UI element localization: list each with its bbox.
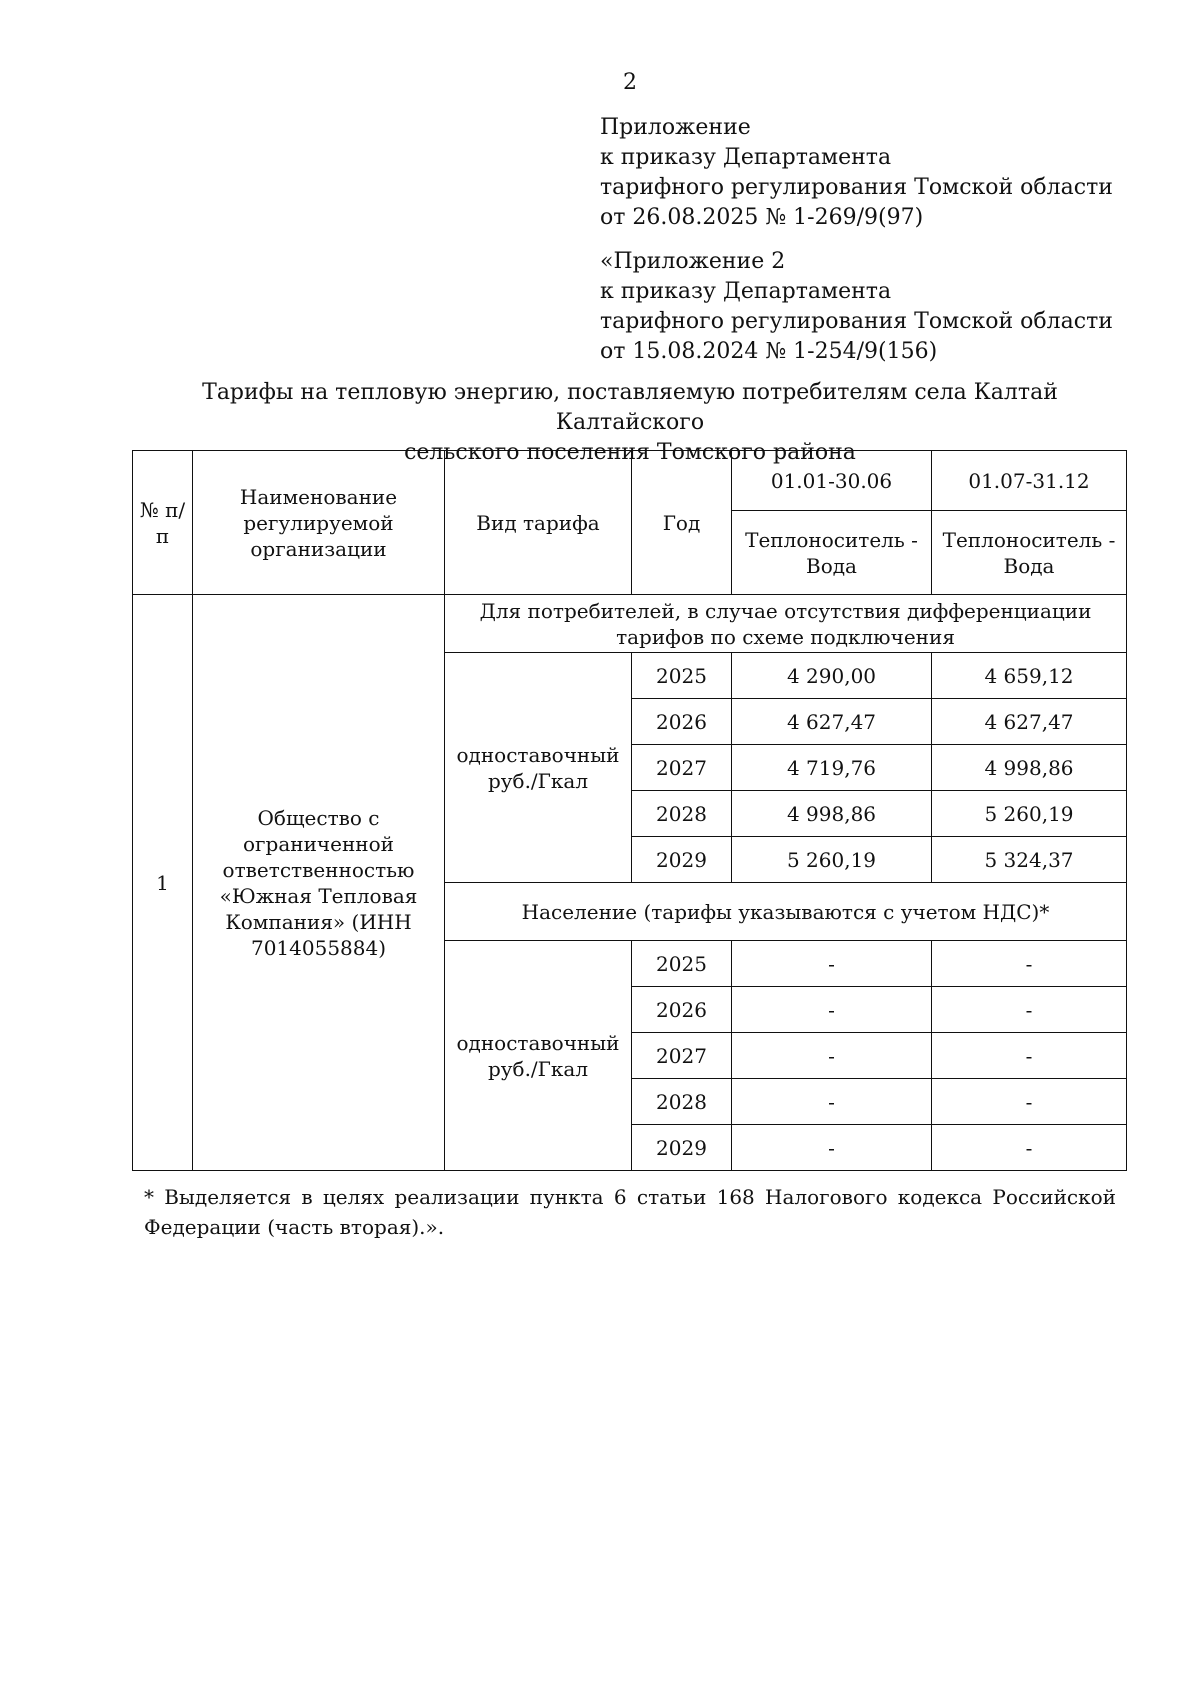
value-cell: - [732, 941, 932, 987]
year-cell: 2029 [632, 1125, 732, 1171]
year-cell: 2025 [632, 653, 732, 699]
header-year: Год [632, 451, 732, 595]
header-org: Наименование регулируемой организации [193, 451, 445, 595]
year-cell: 2027 [632, 1033, 732, 1079]
value-cell: - [932, 941, 1127, 987]
year-cell: 2027 [632, 745, 732, 791]
appendix-line: тарифного регулирования Томской области [600, 309, 1113, 334]
header-row [133, 451, 1127, 511]
value-cell: - [732, 1079, 932, 1125]
appendix-original-header [600, 247, 1113, 367]
footnote: * Выделяется в целях реализации пункта 6 статьи 168 Налогового кодекса Российской Федерации (часть вторая).». [144, 1185, 1116, 1239]
value-cell: 5 324,37 [932, 837, 1127, 883]
appendix-line: «Приложение 2 [600, 249, 786, 274]
value-cell: - [932, 987, 1127, 1033]
value-cell: - [732, 1033, 932, 1079]
section-2-tariff-type: одноставочный руб./Гкал [445, 941, 632, 1171]
header-carrier-2: Теплоноситель - Вода [932, 511, 1127, 595]
value-cell: 4 627,47 [932, 699, 1127, 745]
page-number: 2 [623, 70, 637, 95]
header-number: № п/п [133, 451, 193, 595]
appendix-line: от 26.08.2025 № 1-269/9(97) [600, 205, 924, 230]
appendix-line: к приказу Департамента [600, 145, 892, 170]
title-line: сельского поселения Томского района [404, 440, 856, 465]
value-cell: 4 290,00 [732, 653, 932, 699]
header-tariff-type: Вид тарифа [445, 451, 632, 595]
tariff-table [132, 450, 1127, 1171]
value-cell: 4 659,12 [932, 653, 1127, 699]
appendix-line: Приложение [600, 115, 751, 140]
org-name: Общество с ограниченной ответственностью «Южная Тепловая Компания» (ИНН 7014055884) [193, 595, 445, 1171]
year-cell: 2028 [632, 791, 732, 837]
appendix-current-header [600, 113, 1113, 233]
value-cell: 4 998,86 [932, 745, 1127, 791]
header-carrier-1: Теплоноситель - Вода [732, 511, 932, 595]
value-cell: - [932, 1033, 1127, 1079]
year-cell: 2026 [632, 699, 732, 745]
section-2-title: Население (тарифы указываются с учетом НДС)* [445, 883, 1127, 941]
year-cell: 2029 [632, 837, 732, 883]
section-1-title: Для потребителей, в случае отсутствия дифференциации тарифов по схеме подключения [445, 595, 1127, 653]
value-cell: - [932, 1125, 1127, 1171]
year-cell: 2025 [632, 941, 732, 987]
value-cell: - [932, 1079, 1127, 1125]
value-cell: 4 627,47 [732, 699, 932, 745]
value-cell: 5 260,19 [932, 791, 1127, 837]
header-period-1: 01.01-30.06 [732, 451, 932, 511]
appendix-line: тарифного регулирования Томской области [600, 175, 1113, 200]
section-1-tariff-type: одноставочный руб./Гкал [445, 653, 632, 883]
value-cell: 4 719,76 [732, 745, 932, 791]
section-title-row [133, 595, 1127, 653]
header-period-2: 01.07-31.12 [932, 451, 1127, 511]
year-cell: 2026 [632, 987, 732, 1033]
value-cell: 5 260,19 [732, 837, 932, 883]
value-cell: - [732, 1125, 932, 1171]
value-cell: - [732, 987, 932, 1033]
appendix-line: к приказу Департамента [600, 279, 892, 304]
year-cell: 2028 [632, 1079, 732, 1125]
row-number: 1 [133, 595, 193, 1171]
appendix-line: от 15.08.2024 № 1-254/9(156) [600, 339, 938, 364]
value-cell: 4 998,86 [732, 791, 932, 837]
title-line: Тарифы на тепловую энергию, поставляемую потребителям села Калтай Калтайского [202, 380, 1058, 435]
